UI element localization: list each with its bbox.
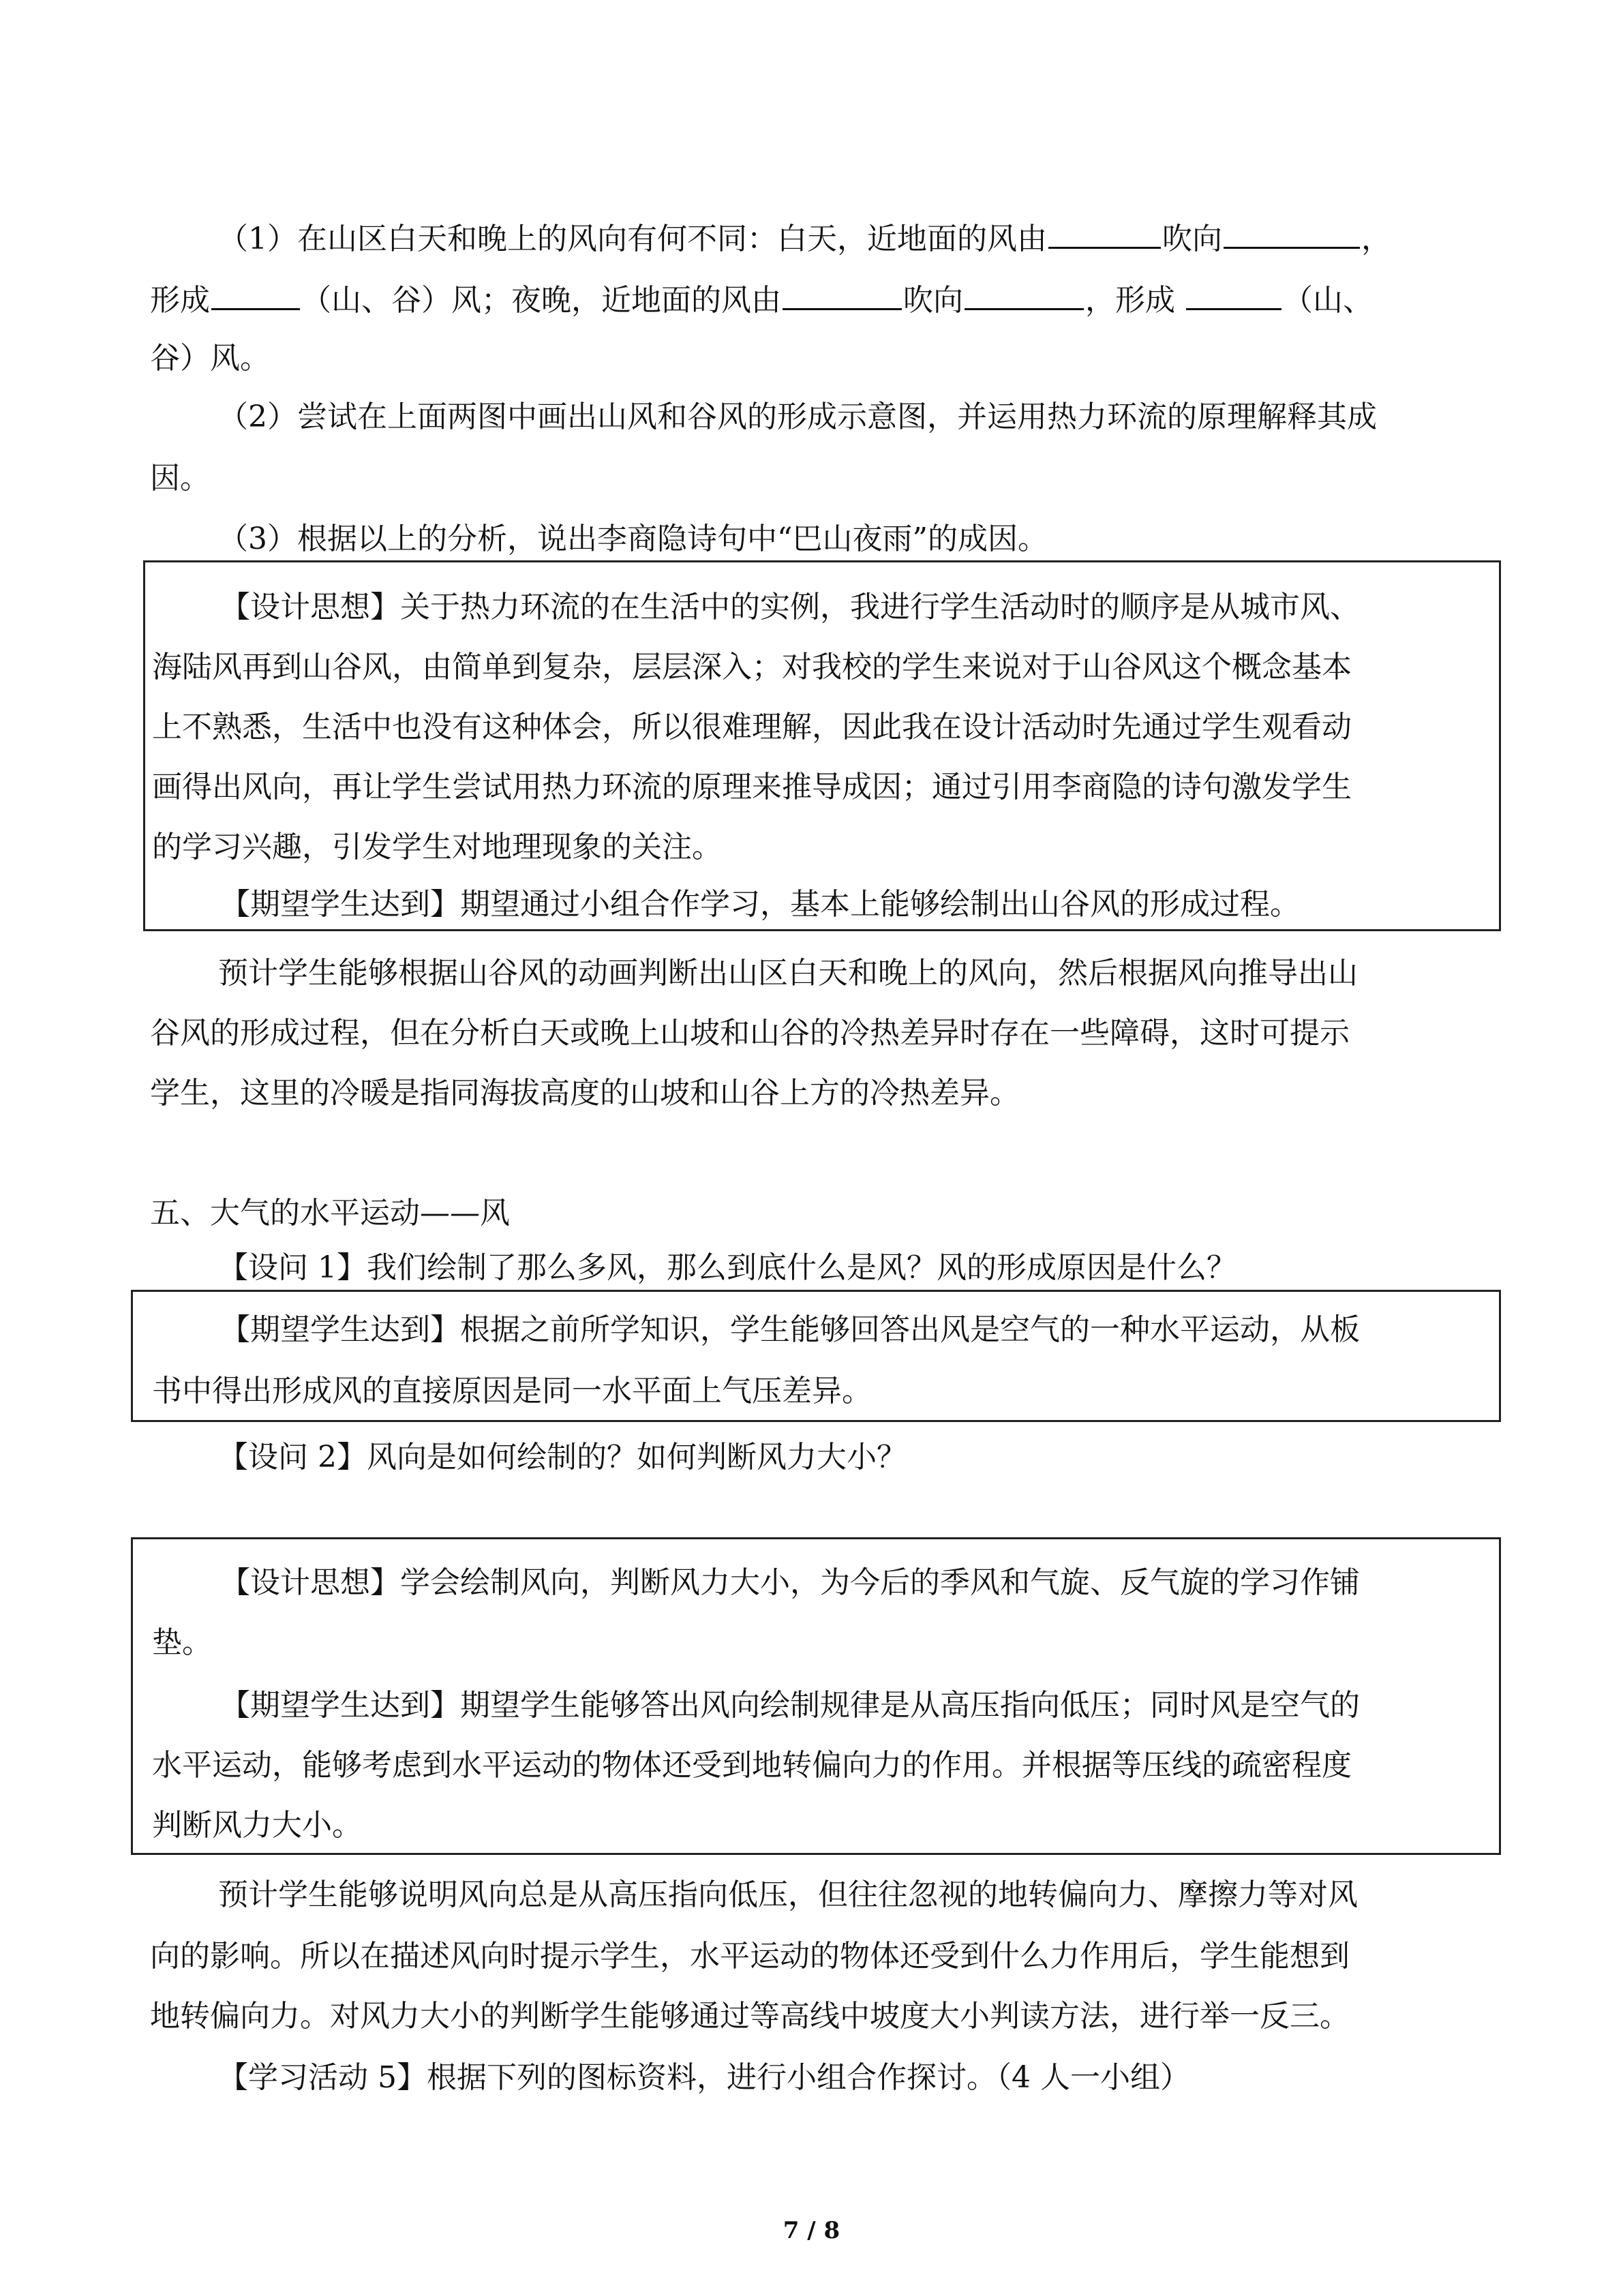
para2-line: 地转偏向力。对风力大小的判断学生能够通过等高线中坡度大小判读方法，进行举一反三。 — [150, 1999, 1350, 2034]
q1-line-1 — [150, 217, 1486, 258]
q1-text-d: 形成 — [150, 283, 210, 318]
box1-design-line: 画得出风向，再让学生尝试用热力环流的原理来推导成因；通过引用李商隐的诗句激发学生 — [152, 770, 1352, 804]
para1-line: 谷风的形成过程，但在分析白天或晚上山坡和山谷的冷热差异时存在一些障碍，这时可提示 — [150, 1016, 1350, 1051]
q2-line-1: （2）尝试在上面两图中画出山风和谷风的形成示意图，并运用热力环流的原理解释其成 — [218, 399, 1377, 434]
box2-line: 书中得出形成风的直接原因是同一水平面上气压差异。 — [152, 1374, 872, 1408]
q1-text-f: 吹向 — [903, 283, 963, 318]
section-heading: 五、大气的水平运动——风 — [150, 1196, 510, 1230]
q1-text-g: ，形成 — [1085, 283, 1175, 318]
blank-4[interactable] — [783, 278, 902, 310]
box1-design-line: 【设计思想】关于热力环流的在生活中的实例，我进行学生活动时的顺序是从城市风、 — [220, 590, 1360, 624]
design-box-1 — [143, 560, 1501, 931]
q1-line-3: 谷）风。 — [150, 341, 270, 376]
para1-line: 预计学生能够根据山谷风的动画判断出山区白天和晚上的风向，然后根据风向推导出山 — [218, 956, 1358, 991]
blank-3[interactable] — [211, 278, 300, 310]
box3-design-line: 【设计思想】学会绘制风向，判断风力大小，为今后的季风和气旋、反气旋的学习作铺 — [220, 1565, 1360, 1600]
blank-2[interactable] — [1224, 217, 1360, 249]
q3-line: （3）根据以上的分析，说出李商隐诗句中“巴山夜雨”的成因。 — [218, 522, 1048, 556]
blank-5[interactable] — [965, 278, 1084, 310]
para1-line: 学生，这里的冷暖是指同海拔高度的山坡和山谷上方的冷热差异。 — [150, 1076, 1020, 1111]
box3-expect-line: 判断风力大小。 — [152, 1808, 362, 1843]
box2-line: 【期望学生达到】根据之前所学知识，学生能够回答出风是空气的一种水平运动，从板 — [220, 1312, 1360, 1347]
q1-text-h: （山、 — [1283, 283, 1373, 318]
q1-text-a: （1）在山区白天和晚上的风向有何不同：白天，近地面的风由 — [218, 222, 1047, 256]
box3-expect-line: 水平运动，能够考虑到水平运动的物体还受到地转偏向力的作用。并根据等压线的疏密程度 — [152, 1748, 1352, 1783]
q1-text-c: ， — [1361, 222, 1391, 256]
design-box-3 — [131, 1537, 1501, 1855]
question-1: 【设问 1】我们绘制了那么多风，那么到底什么是风？风的形成原因是什么？ — [218, 1250, 1237, 1285]
q1-text-b: 吹向 — [1162, 222, 1222, 256]
box3-design-line: 垫。 — [152, 1625, 212, 1660]
box1-design-line: 海陆风再到山谷风，由简单到复杂，层层深入；对我校的学生来说对于山谷风这个概念基本 — [152, 650, 1352, 684]
blank-6[interactable] — [1186, 278, 1281, 310]
para2-line: 预计学生能够说明风向总是从高压指向低压，但往往忽视的地转偏向力、摩擦力等对风 — [218, 1877, 1358, 1912]
q1-text-e: （山、谷）风；夜晚，近地面的风由 — [301, 283, 781, 318]
para2-line: 向的影响。所以在描述风向时提示学生，水平运动的物体还受到什么力作用后，学生能想到 — [150, 1939, 1350, 1974]
box1-design-line: 上不熟悉，生活中也没有这种体会，所以很难理解，因此我在设计活动时先通过学生观看动 — [152, 710, 1352, 744]
question-2: 【设问 2】风向是如何绘制的？如何判断风力大小？ — [218, 1440, 907, 1475]
q2-line-2: 因。 — [150, 461, 210, 496]
page-number: 7 / 8 — [783, 2217, 840, 2244]
box3-expect-line: 【期望学生达到】期望学生能够答出风向绘制规律是从高压指向低压；同时风是空气的 — [220, 1688, 1360, 1723]
q1-line-2 — [150, 278, 1486, 320]
box1-expect-line: 【期望学生达到】期望通过小组合作学习，基本上能够绘制出山谷风的形成过程。 — [220, 887, 1300, 922]
blank-1[interactable] — [1048, 217, 1161, 249]
learning-activity-5: 【学习活动 5】根据下列的图标资料，进行小组合作探讨。（4 人一小组） — [218, 2060, 1190, 2095]
expect-box-2 — [131, 1290, 1501, 1422]
box1-design-line: 的学习兴趣，引发学生对地理现象的关注。 — [152, 830, 722, 864]
